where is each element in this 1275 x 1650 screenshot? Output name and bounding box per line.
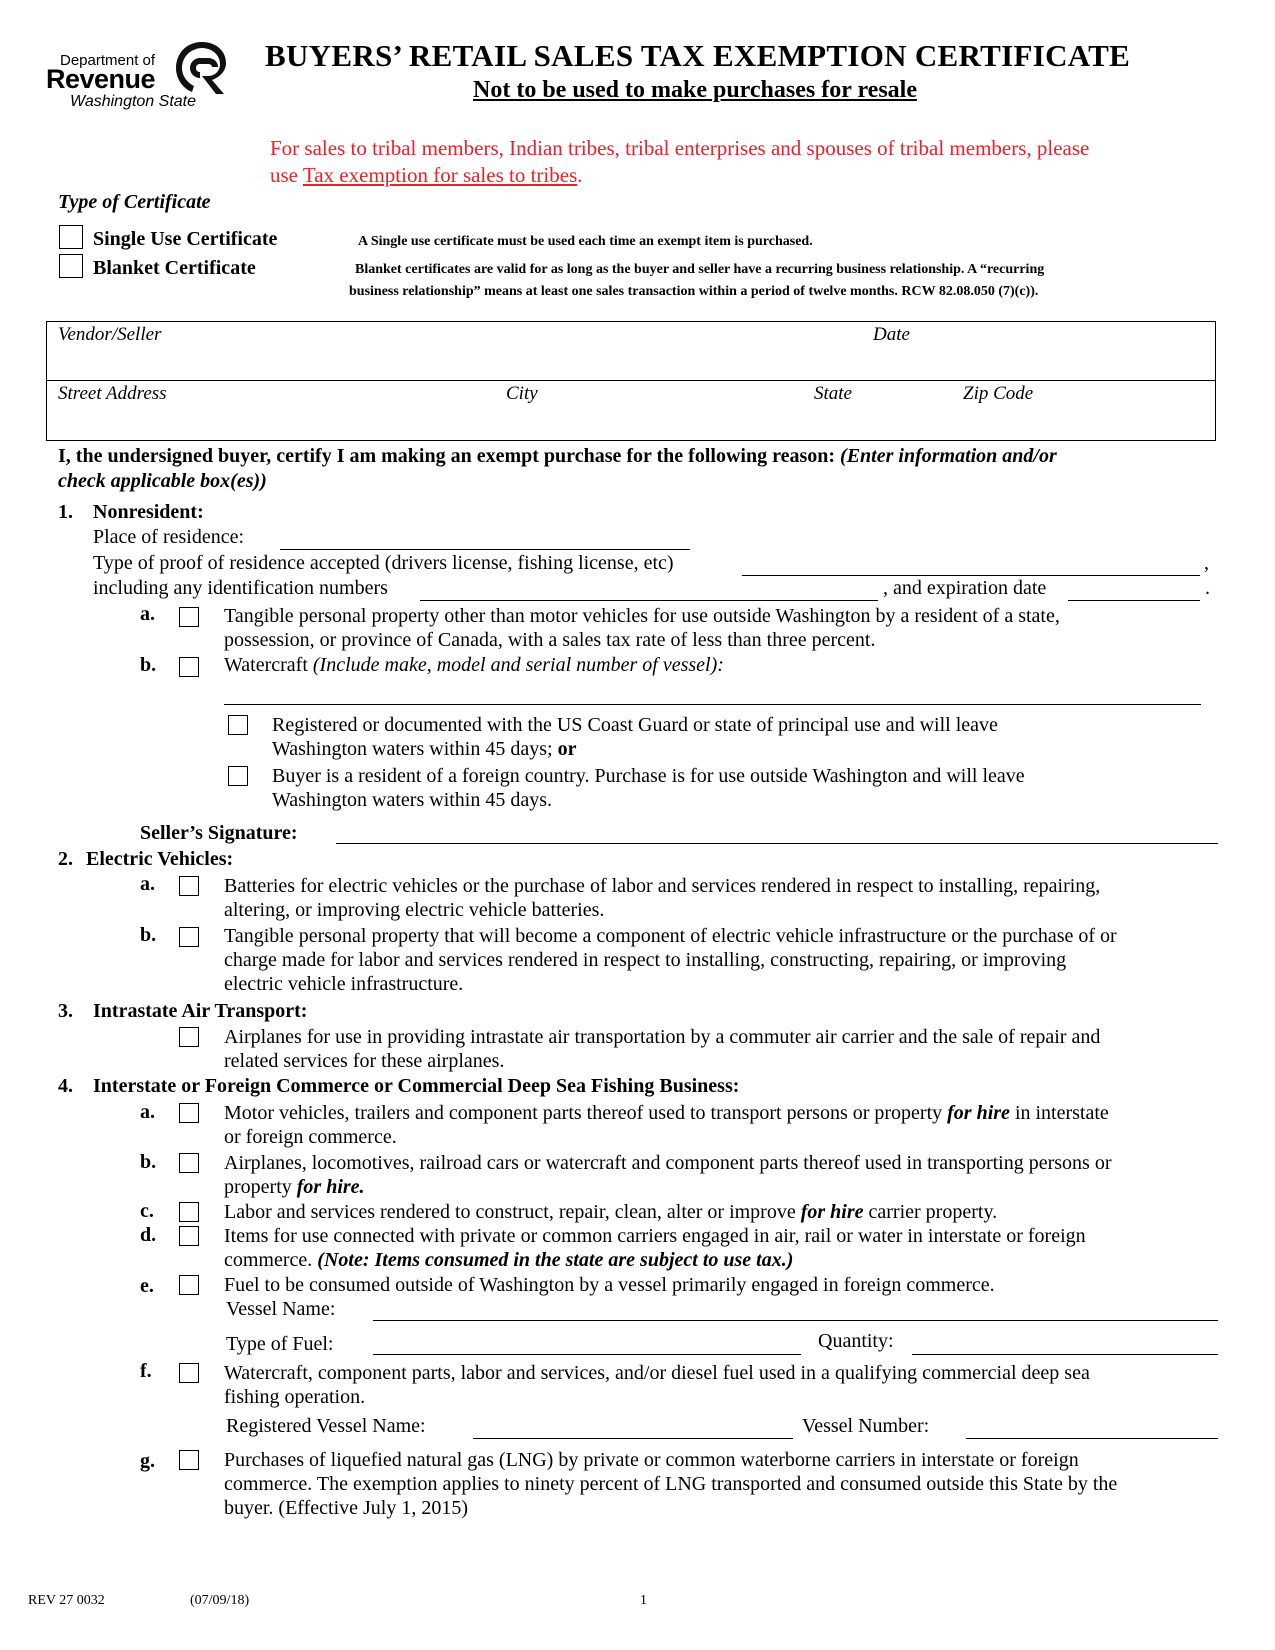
s4b-letter: b. xyxy=(140,1151,157,1173)
s4c-letter: c. xyxy=(140,1200,154,1222)
section4-number: 4. xyxy=(58,1075,73,1097)
registered-vessel-line[interactable] xyxy=(473,1438,793,1439)
registered-vessel-label: Registered Vessel Name: xyxy=(226,1415,426,1437)
s4g-text: Purchases of liquefied natural gas (LNG) by private or common waterborne carriers in interstate or foreign commerce. The exemption applies to ninety percent of LNG transported and consumed outside this State by the buyer. (Effective July 1, 2015) xyxy=(224,1449,1118,1519)
s4c-checkbox[interactable] xyxy=(179,1202,199,1222)
s1a-checkbox[interactable] xyxy=(179,607,199,627)
expiration-line[interactable] xyxy=(1068,600,1200,601)
vessel-name-line[interactable] xyxy=(373,1320,1218,1321)
s4d-text: Items for use connected with private or common carriers engaged in air, rail or water in interstate or foreign commerce. (Note: Items consumed in the state are subject to use tax.) xyxy=(224,1225,1086,1271)
section3-number: 3. xyxy=(58,1000,73,1022)
city-field[interactable]: City xyxy=(506,383,538,404)
s4g-letter: g. xyxy=(140,1450,155,1472)
place-of-residence-line[interactable] xyxy=(280,549,690,550)
page-title: BUYERS’ RETAIL SALES TAX EXEMPTION CERTIFICATE xyxy=(265,38,1131,73)
logo-line1: Department of xyxy=(60,52,156,69)
vessel-name-label: Vessel Name: xyxy=(226,1298,336,1320)
vessel-number-label: Vessel Number: xyxy=(802,1415,930,1437)
s2b-checkbox[interactable] xyxy=(179,927,199,947)
single-use-checkbox[interactable] xyxy=(59,225,83,249)
tribal-notice xyxy=(270,135,1089,189)
s1b1-checkbox[interactable] xyxy=(228,715,248,735)
section2-title: Electric Vehicles: xyxy=(86,848,234,870)
s4a-letter: a. xyxy=(140,1101,155,1123)
s1b-text: Watercraft (Include make, model and serial number of vessel): xyxy=(224,654,724,676)
date-field[interactable]: Date xyxy=(873,324,910,345)
tribal-notice-line1: For sales to tribal members, Indian tribes, tribal enterprises and spouses of tribal members, please xyxy=(270,136,1090,160)
logo-line3: Washington State xyxy=(70,93,197,110)
expiration-label: , and expiration date xyxy=(883,577,1047,599)
blanket-checkbox[interactable] xyxy=(59,254,83,278)
s1a-letter: a. xyxy=(140,603,155,625)
place-of-residence-label: Place of residence: xyxy=(93,526,245,548)
zip-code-field[interactable]: Zip Code xyxy=(963,383,1034,404)
s3-text: Airplanes for use in providing intrastate air transportation by a commuter air carrier and the sale of repair and related services for these airplanes. xyxy=(224,1026,1101,1072)
s4a-checkbox[interactable] xyxy=(179,1103,199,1123)
page-number: 1 xyxy=(640,1593,647,1608)
s4b-checkbox[interactable] xyxy=(179,1153,199,1173)
logo-swirl-icon xyxy=(172,38,232,98)
section4-title: Interstate or Foreign Commerce or Commercial Deep Sea Fishing Business: xyxy=(93,1075,740,1097)
s3-checkbox[interactable] xyxy=(179,1027,199,1047)
form-date: (07/09/18) xyxy=(190,1593,250,1608)
watercraft-details-line[interactable] xyxy=(224,704,1201,705)
vendor-info-box xyxy=(46,321,1216,441)
s1b2-text: Buyer is a resident of a foreign country. Purchase is for use outside Washington and will leave Washington waters within 45 days. xyxy=(272,765,1025,811)
s4d-letter: d. xyxy=(140,1224,157,1246)
s4g-checkbox[interactable] xyxy=(179,1450,199,1470)
quantity-line[interactable] xyxy=(912,1354,1218,1355)
vendor-seller-field[interactable]: Vendor/Seller xyxy=(58,324,162,345)
s1b2-checkbox[interactable] xyxy=(228,766,248,786)
seller-signature-label: Seller’s Signature: xyxy=(140,822,298,844)
s4d-checkbox[interactable] xyxy=(179,1226,199,1246)
vendor-box-divider xyxy=(46,380,1216,381)
s4b-text: Airplanes, locomotives, railroad cars or watercraft and component parts thereof used in transporting persons or property for hire. xyxy=(224,1152,1112,1198)
blanket-note-2: business relationship” means at least one sales transaction within a period of twelve months. RCW 82.08.050 (7)(c)). xyxy=(349,284,1039,299)
s4a-text: Motor vehicles, trailers and component parts thereof used to transport persons or property for hire in interstate or foreign commerce. xyxy=(224,1102,1109,1148)
s1b-checkbox[interactable] xyxy=(179,657,199,677)
s4f-letter: f. xyxy=(140,1360,152,1382)
page-subtitle: Not to be used to make purchases for resale xyxy=(473,77,917,103)
seller-signature-line[interactable] xyxy=(336,843,1218,844)
s4e-checkbox[interactable] xyxy=(179,1275,199,1295)
vessel-number-line[interactable] xyxy=(966,1438,1218,1439)
s4e-letter: e. xyxy=(140,1275,154,1297)
proof-comma: , xyxy=(1204,552,1209,574)
proof-of-residence-label: Type of proof of residence accepted (drivers license, fishing license, etc) xyxy=(93,552,674,574)
blanket-note-1: Blanket certificates are valid for as long as the buyer and seller have a recurring business relationship. A “recurring xyxy=(355,262,1045,277)
s4c-text: Labor and services rendered to construct, repair, clean, alter or improve for hire carrier property. xyxy=(224,1201,998,1223)
certificate-type-heading: Type of Certificate xyxy=(58,191,211,213)
s2b-letter: b. xyxy=(140,924,157,946)
fuel-type-label: Type of Fuel: xyxy=(226,1333,334,1355)
street-address-field[interactable]: Street Address xyxy=(58,383,167,404)
s1b-letter: b. xyxy=(140,654,157,676)
section2-number: 2. xyxy=(58,848,73,870)
section3-title: Intrastate Air Transport: xyxy=(93,1000,308,1022)
s4f-text: Watercraft, component parts, labor and services, and/or diesel fuel used in a qualifying commercial deep sea fishing operation. xyxy=(224,1362,1090,1408)
blanket-label: Blanket Certificate xyxy=(93,257,256,279)
quantity-label: Quantity: xyxy=(818,1330,894,1352)
fuel-type-line[interactable] xyxy=(373,1354,801,1355)
state-field[interactable]: State xyxy=(814,383,852,404)
s4f-checkbox[interactable] xyxy=(179,1363,199,1383)
s2a-text: Batteries for electric vehicles or the purchase of labor and services rendered in respect to installing, repairing, altering, or improving electric vehicle batteries. xyxy=(224,875,1101,921)
expiration-period: . xyxy=(1205,577,1210,599)
s1b1-text: Registered or documented with the US Coast Guard or state of principal use and will leave Washington waters within 45 days; or xyxy=(272,714,998,760)
s2b-text: Tangible personal property that will become a component of electric vehicle infrastructure or the purchase of or charge made for labor and services rendered in respect to installing, constructing, repairing, or improving electric vehicle infrastructure. xyxy=(224,925,1117,995)
identification-label: including any identification numbers xyxy=(93,577,388,599)
certify-statement: I, the undersigned buyer, certify I am making an exempt purchase for the following reason: (Enter information and/or check applicable box(es)) xyxy=(58,445,1057,492)
tribes-link[interactable]: Tax exemption for sales to tribes xyxy=(302,163,578,187)
s4e-text: Fuel to be consumed outside of Washington by a vessel primarily engaged in foreign commerce. xyxy=(224,1274,995,1296)
section1-title: Nonresident: xyxy=(93,501,204,523)
s2a-checkbox[interactable] xyxy=(179,876,199,896)
s2a-letter: a. xyxy=(140,873,155,895)
dor-logo xyxy=(44,38,244,118)
identification-line[interactable] xyxy=(420,600,878,601)
form-number: REV 27 0032 xyxy=(28,1593,105,1608)
logo-line2: Revenue xyxy=(46,64,156,94)
single-use-label: Single Use Certificate xyxy=(93,228,278,250)
s1a-text: Tangible personal property other than motor vehicles for use outside Washington by a resident of a state, possession, or province of Canada, with a sales tax rate of less than three percent. xyxy=(224,605,1060,651)
proof-of-residence-line[interactable] xyxy=(742,575,1200,576)
tribal-notice-line2: use Tax exemption for sales to tribes. xyxy=(270,163,583,187)
single-use-note: A Single use certificate must be used each time an exempt item is purchased. xyxy=(358,234,813,249)
section1-number: 1. xyxy=(58,501,73,523)
